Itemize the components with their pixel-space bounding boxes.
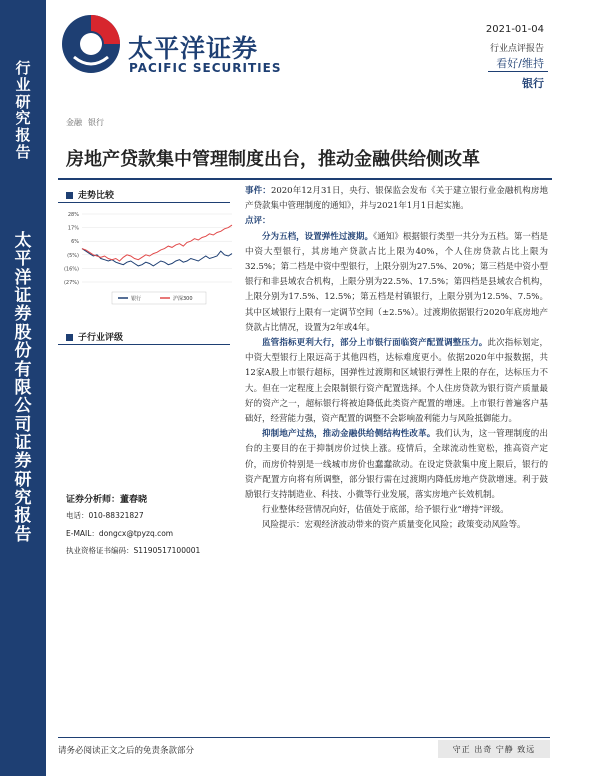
company-motto: 守正 出奇 宁静 致远 bbox=[438, 740, 550, 758]
page-title: 房地产贷款集中管理制度出台，推动金融供给侧改革 bbox=[66, 149, 480, 170]
sidebar-char: 公 bbox=[14, 396, 32, 417]
point-paragraph-2: 监管指标更利大行，部分上市银行面临资产配置调整压力。此次指标划定，中资大型银行上限远高于其他四档，达标难度更小。依据2020年中报数据，共12家A股上市银行超标，国弹性过渡期和区域银行弹性上限的存在，达标压力不大。但在一定程度上会限制银行资产配置选择。个人住房贷款为银行资产质量最好的资产之一，超标银行将被迫降低此类资产配置的增速。上市银行普遍客户基础好，经营能力强，资产配置的调整不会影响盈利能力与风险抵御能力。 bbox=[245, 338, 548, 425]
trend-chart bbox=[58, 206, 238, 306]
sidebar-char: 报 bbox=[15, 126, 31, 145]
section-subrating-heading: 子行业评级 bbox=[66, 330, 123, 343]
sidebar-char: 行 bbox=[15, 59, 31, 77]
sidebar-char: 研 bbox=[14, 469, 32, 490]
y-tick-label: 17% bbox=[67, 225, 79, 232]
event-paragraph: 事件：2020年12月31日，央行、银保监会发布《关于建立银行业金融机构房地产贷款集中管理制度的通知》，并与2021年1月1日起实施。 bbox=[245, 186, 548, 212]
y-tick-label: 28% bbox=[67, 212, 79, 218]
sidebar-char: 研 bbox=[15, 92, 31, 111]
section-trend-heading: 走势比较 bbox=[66, 188, 114, 201]
footer-divider bbox=[58, 737, 550, 738]
rating: 看好/维持 bbox=[496, 57, 544, 70]
sidebar-char: 券 bbox=[14, 304, 32, 325]
legend-label: 银行 bbox=[131, 296, 142, 302]
sidebar-char: 平 bbox=[14, 249, 32, 270]
sidebar-char: 告 bbox=[14, 524, 32, 545]
breadcrumb bbox=[66, 117, 110, 128]
report-body bbox=[245, 184, 548, 534]
sidebar-char: 太 bbox=[14, 231, 32, 251]
series-line-1 bbox=[82, 225, 232, 261]
sidebar-char: 股 bbox=[14, 322, 32, 343]
analyst-phone: 电话：010-88321827 bbox=[66, 511, 144, 520]
series-line-0 bbox=[82, 249, 232, 266]
comment-label: 点评： bbox=[245, 216, 271, 227]
sidebar-char: 业 bbox=[15, 75, 31, 94]
disclaimer-notice: 请务必阅读正文之后的免责条款部分 bbox=[58, 746, 195, 756]
sidebar-char: 份 bbox=[14, 341, 32, 362]
analyst-license: 执业资格证书编码：S1190517100001 bbox=[66, 546, 201, 555]
y-tick-label: (16%) bbox=[63, 266, 79, 273]
y-tick-label: (5%) bbox=[67, 252, 79, 259]
sidebar-char: 有 bbox=[14, 359, 32, 380]
sidebar-char: 洋 bbox=[14, 267, 32, 288]
y-tick-label: 6% bbox=[71, 239, 79, 246]
point-paragraph-1: 分为五档，设置弹性过渡期。《通知》根据银行类型一共分为五档。第一档是中资大型银行，其房地产贷款占比上限为40%，个人住房贷款占比上限为32.5%；第二档是中资中型银行，上限分别为27.5%、20%；第三档是中资小型银行和非县域农合机构，上限分别为22.5%、17.5%；第四档是县域农合机构，上限分别为17.5%、12.5%；第五档是村镇银行，上限分别为12.5%、7.5%。其中区域银行上限有一定调节空间（±2.5%）。过渡期依据银行2020年底房地产贷款占比情况，设置为2年或4年。 bbox=[245, 231, 548, 333]
sidebar-char: 告 bbox=[15, 142, 31, 161]
analyst-email: E-MAIL：dongcx@tpyzq.com bbox=[66, 529, 174, 538]
brand-name-cn: 太平洋证券 bbox=[128, 34, 259, 63]
breadcrumb-item: 金融 bbox=[66, 118, 82, 127]
sidebar-char: 究 bbox=[14, 488, 32, 509]
analyst-name: 证券分析师：董春晓 bbox=[66, 495, 148, 505]
pacific-logo-icon bbox=[60, 13, 122, 75]
sidebar-char: 证 bbox=[14, 432, 32, 453]
sidebar-report-type bbox=[0, 60, 46, 161]
brand-name-en: PACIFIC SECURITIES bbox=[129, 61, 282, 75]
sidebar bbox=[0, 0, 46, 776]
bullet-square-icon bbox=[66, 334, 73, 341]
section-divider bbox=[58, 344, 230, 345]
risk-paragraph: 风险提示：宏观经济波动带来的资产质量变化风险；政策变动风险等。 bbox=[262, 520, 526, 531]
legend-label: 沪深300 bbox=[173, 296, 193, 302]
bullet-square-icon bbox=[66, 192, 73, 199]
sidebar-char: 究 bbox=[15, 109, 31, 128]
breadcrumb-item: 银行 bbox=[88, 118, 104, 127]
report-type: 行业点评报告 bbox=[489, 44, 544, 54]
sidebar-company-name bbox=[0, 232, 46, 544]
header-divider bbox=[488, 71, 548, 72]
point-paragraph-3: 抑制地产过热，推动金融供给侧结构性改革。我们认为，这一管理制度的出台的主要目的在于抑制房价过快上涨。疫情后，全球流动性宽松，推高资产定价，而房价特别是一线城市房价也蠢蠢欲动。在设定贷款集中度上限后，银行的资产配置方向将有所调整，部分银行需在过渡期内降低房地产贷款增速。利于鼓励银行支持制造业、科技、小微等行业发展，落实房地产长效机制。 bbox=[245, 429, 548, 501]
sidebar-char: 司 bbox=[14, 414, 32, 435]
sidebar-char: 限 bbox=[14, 377, 32, 398]
sidebar-char: 券 bbox=[14, 451, 32, 472]
report-date: 2021-01-04 bbox=[485, 24, 544, 35]
title-divider bbox=[58, 178, 552, 180]
point-paragraph-4: 行业整体经营情况向好，估值处于底部，给予银行业“增持”评级。 bbox=[262, 505, 509, 516]
section-divider bbox=[58, 202, 230, 203]
sidebar-char: 报 bbox=[14, 506, 32, 527]
industry: 银行 bbox=[522, 77, 544, 90]
sidebar-char: 证 bbox=[14, 286, 32, 307]
y-tick-label: (27%) bbox=[63, 280, 79, 286]
